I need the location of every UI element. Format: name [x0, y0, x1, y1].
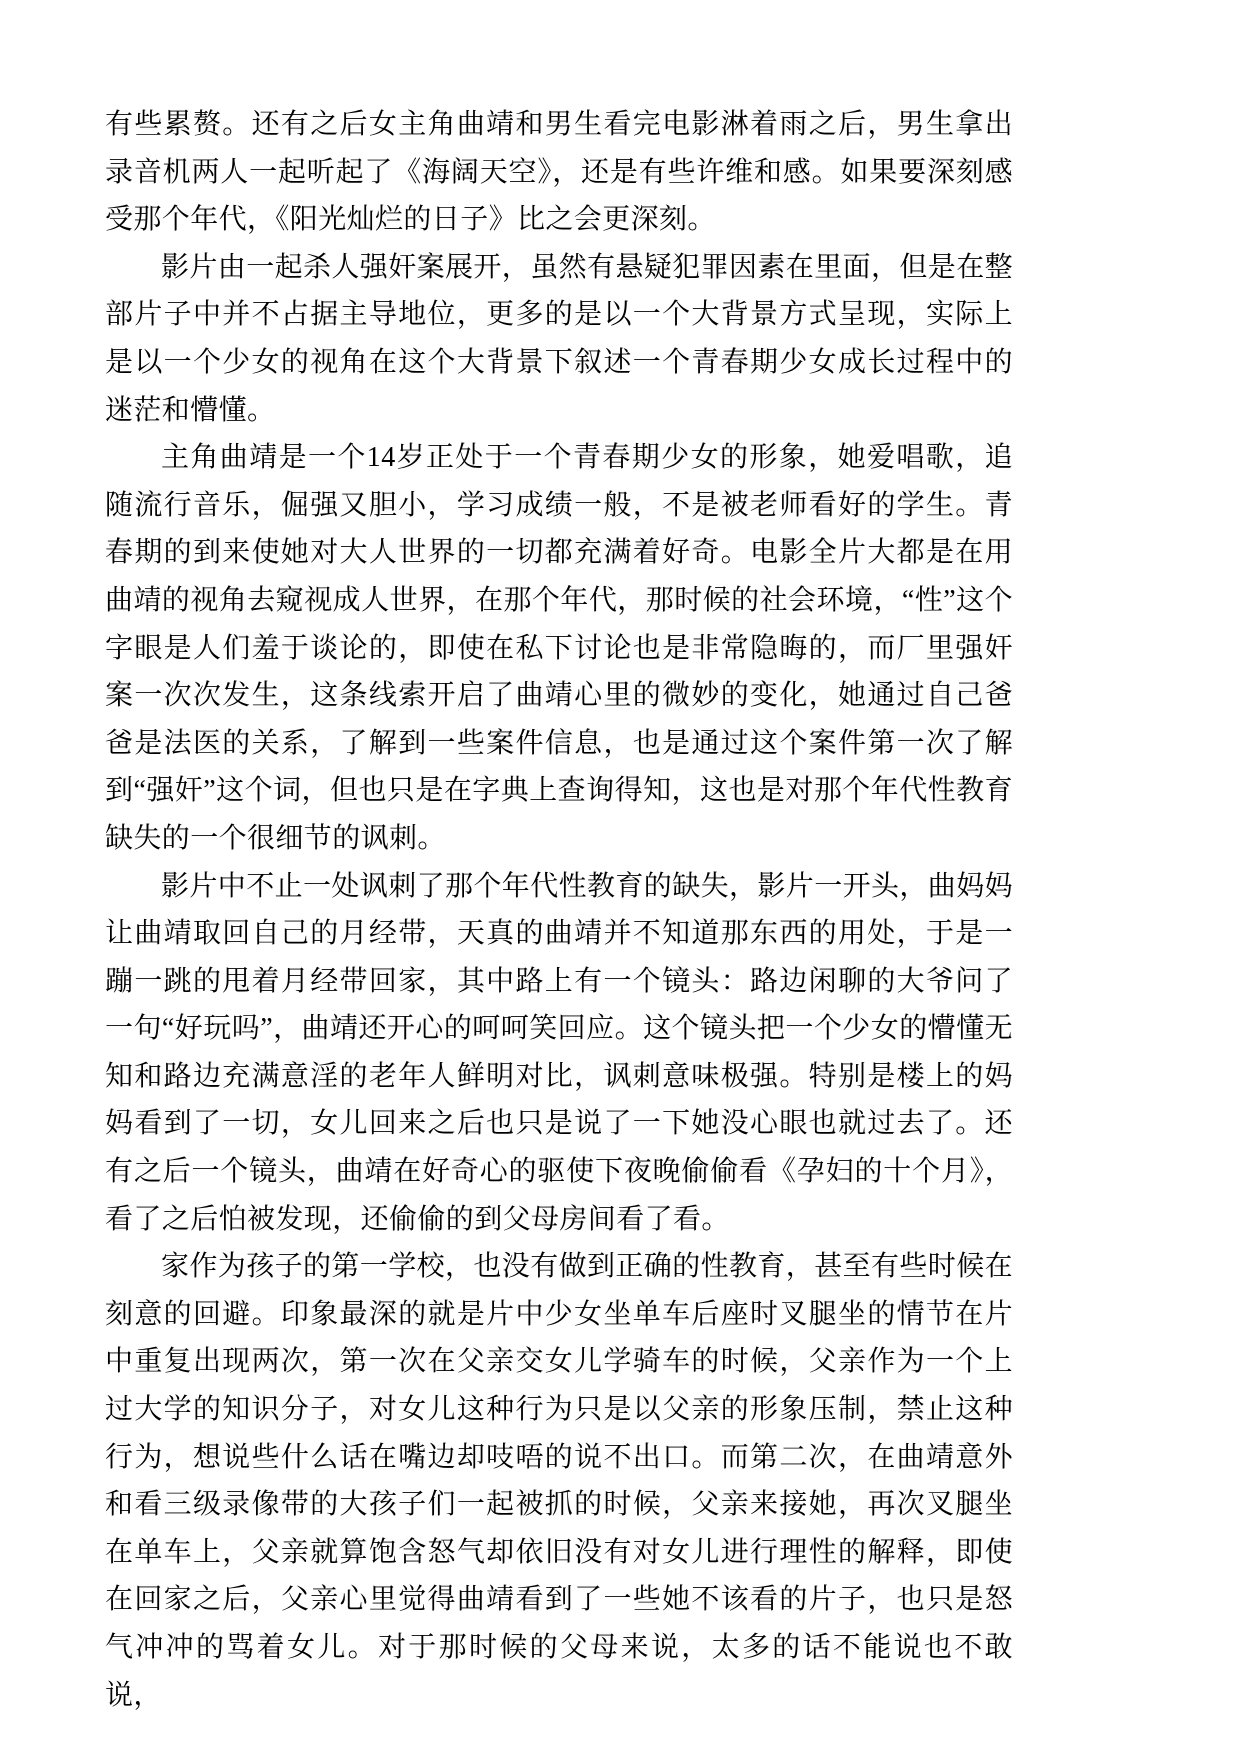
paragraph-protagonist: 主角曲靖是一个14岁正处于一个青春期少女的形象，她爱唱歌，追随流行音乐，倔强又胆小，学习成绩一般，不是被老师看好的学生。青春期的到来使她对大人世界的一切都充满着好奇。电影全片大都是在用曲靖的视角去窥视成人世界，在那个年代，那时候的社会环境，“性”这个字眼是人们羞于谈论的，即使在私下讨论也是非常隐晦的，而厂里强奸案一次次发生，这条线索开启了曲靖心里的微妙的变化，她通过自己爸爸是法医的关系，了解到一些案件信息，也是通过这个案件第一次了解到“强奸”这个词，但也只是在字典上查询得知，这也是对那个年代性教育缺失的一个很细节的讽刺。 [105, 442, 1013, 854]
paragraph-family-education: 家作为孩子的第一学校，也没有做到正确的性教育，甚至有些时候在刻意的回避。印象最深的就是片中少女坐单车后座时叉腿坐的情节在片中重复出现两次，第一次在父亲交女儿学骑车的时候，父亲作为一个上过大学的知识分子，对女儿这种行为只是以父亲的形象压制，禁止这种行为，想说些什么话在嘴边却吱唔的说不出口。而第二次，在曲靖意外和看三级录像带的大孩子们一起被抓的时候，父亲来接她，再次叉腿坐在单车上，父亲就算饱含怒气却依旧没有对女儿进行理性的解释，即使在回家之后，父亲心里觉得曲靖看到了一些她不该看的片子，也只是怒气冲冲的骂着女儿。对于那时候的父母来说，太多的话不能说也不敢说， [105, 1251, 1014, 1711]
paragraph-satire-scenes: 影片中不止一处讽刺了那个年代性教育的缺失，影片一开头，曲妈妈让曲靖取回自己的月经带，天真的曲靖并不知道那东西的用处，于是一蹦一跳的甩着月经带回家，其中路上有一个镜头：路边闲聊的大爷问了一句“好玩吗”，曲靖还开心的呵呵笑回应。这个镜头把一个少女的懵懂无知和路边充满意淫的老年人鲜明对比，讽刺意味极强。特别是楼上的妈妈看到了一切，女儿回来之后也只是说了一下她没心眼也就过去了。还有之后一个镜头，曲靖在好奇心的驱使下夜晚偷偷看《孕妇的十个月》，看了之后怕被发现，还偷偷的到父母房间看了看。 [105, 870, 1014, 1235]
paragraph-continuation: 有些累赘。还有之后女主角曲靖和男生看完电影淋着雨之后，男生拿出录音机两人一起听起了《海阔天空》，还是有些许维和感。如果要深刻感受那个年代，《阳光灿烂的日子》比之会更深刻。 [105, 109, 1013, 236]
document-body [105, 101, 1013, 1719]
paragraph-plot-overview: 影片由一起杀人强奸案展开，虽然有悬疑犯罪因素在里面，但是在整部片子中并不占据主导地位，更多的是以一个大背景方式呈现，实际上是以一个少女的视角在这个大背景下叙述一个青春期少女成长过程中的迷茫和懵懂。 [105, 251, 1014, 426]
